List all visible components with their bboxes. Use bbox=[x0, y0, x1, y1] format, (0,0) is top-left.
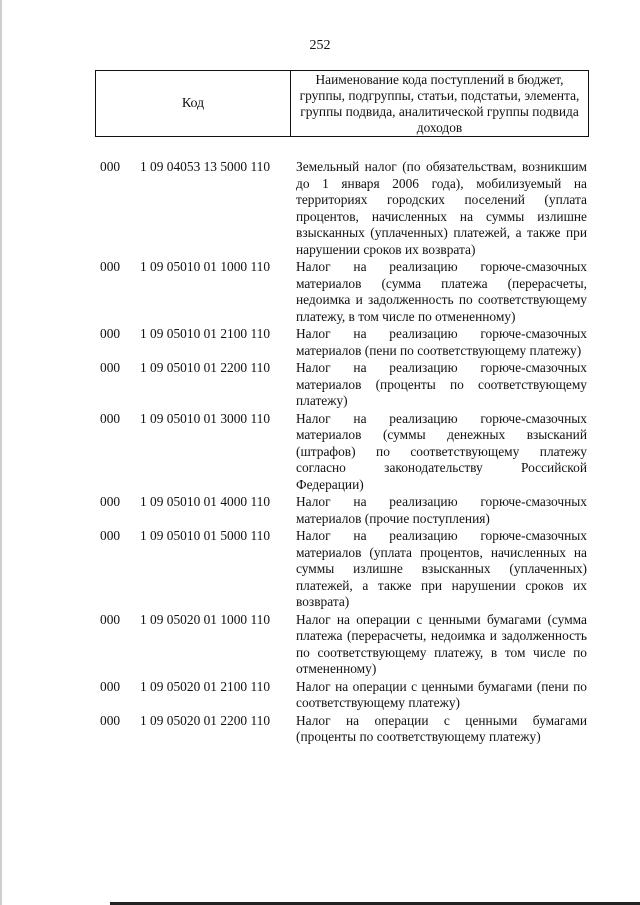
revenue-code: 1 09 04053 13 5000 110 bbox=[140, 159, 271, 174]
table-row bbox=[0, 259, 640, 325]
revenue-description: Налог на реализацию горюче-смазочных материалов (проценты по соответствующему платежу) bbox=[296, 360, 587, 408]
admin-code: 000 bbox=[100, 259, 121, 274]
admin-code: 000 bbox=[100, 410, 121, 426]
header-code-label: Код bbox=[96, 71, 291, 136]
revenue-code: 1 09 05020 01 1000 110 bbox=[140, 611, 271, 627]
revenue-code-list bbox=[0, 159, 640, 746]
admin-code: 000 bbox=[100, 611, 121, 627]
revenue-description: Налог на операции с ценными бумагами (пени по соответствующему платежу) bbox=[296, 678, 587, 710]
table-row bbox=[0, 411, 640, 494]
admin-code: 000 bbox=[100, 678, 121, 694]
table-row bbox=[0, 713, 640, 746]
revenue-code: 1 09 05010 01 2200 110 bbox=[140, 360, 271, 375]
table-row bbox=[0, 159, 640, 258]
revenue-description: Налог на реализацию горюче-смазочных материалов (прочие поступления) bbox=[296, 494, 587, 526]
revenue-code: 1 09 05010 01 3000 110 bbox=[140, 410, 271, 426]
page-number: 252 bbox=[309, 38, 331, 53]
admin-code: 000 bbox=[100, 712, 121, 728]
revenue-code: 1 09 05020 01 2200 110 bbox=[140, 712, 271, 728]
revenue-description: Налог на реализацию горюче-смазочных материалов (уплата процентов, начисленных на суммы излишне взысканных (уплаченных) платежей, а также при нарушении сроков их возврата) bbox=[296, 528, 587, 609]
table-row bbox=[0, 494, 640, 527]
table-row bbox=[0, 679, 640, 712]
revenue-description: Налог на реализацию горюче-смазочных материалов (суммы денежных взысканий (штрафов) по соответствующему платежу согласно законодательству Российской Федерации) bbox=[296, 410, 587, 492]
table-row bbox=[0, 360, 640, 410]
revenue-description: Налог на операции с ценными бумагами (сумма платежа (перерасчеты, недоимка и задолженность по соответствующему платежу, в том числе по отмененному) bbox=[296, 611, 587, 676]
admin-code: 000 bbox=[100, 326, 121, 341]
table-row bbox=[0, 612, 640, 678]
revenue-description: Налог на реализацию горюче-смазочных материалов (пени по соответствующему платежу) bbox=[296, 326, 587, 358]
revenue-code: 1 09 05020 01 2100 110 bbox=[140, 678, 271, 694]
admin-code: 000 bbox=[100, 528, 121, 543]
admin-code: 000 bbox=[100, 360, 121, 375]
admin-code: 000 bbox=[100, 494, 121, 509]
table-row bbox=[0, 528, 640, 611]
revenue-description: Налог на операции с ценными бумагами (проценты по соответствующему платежу) bbox=[296, 712, 587, 744]
table-header bbox=[95, 70, 589, 137]
revenue-description: Земельный налог (по обязательствам, возникшим до 1 января 2006 года), мобилизуемый на территориях городских поселений (уплата процентов, начисленных на суммы излишне взысканных (уплаченных) платежей, а также при нарушении сроков их возврата) bbox=[296, 159, 587, 257]
revenue-code: 1 09 05010 01 1000 110 bbox=[140, 259, 271, 274]
revenue-code: 1 09 05010 01 2100 110 bbox=[140, 326, 271, 341]
table-row bbox=[0, 326, 640, 359]
admin-code: 000 bbox=[100, 159, 121, 174]
revenue-description: Налог на реализацию горюче-смазочных материалов (сумма платежа (перерасчеты, недоимка и задолженность по соответствующему платежу, в том числе по отмененному) bbox=[296, 259, 587, 324]
header-name-label: Наименование кода поступлений в бюджет, группы, подгруппы, статьи, подстатьи, элемента, группы подвида, аналитической группы подвида доходов bbox=[299, 71, 580, 135]
revenue-code: 1 09 05010 01 5000 110 bbox=[140, 528, 271, 543]
revenue-code: 1 09 05010 01 4000 110 bbox=[140, 494, 271, 509]
